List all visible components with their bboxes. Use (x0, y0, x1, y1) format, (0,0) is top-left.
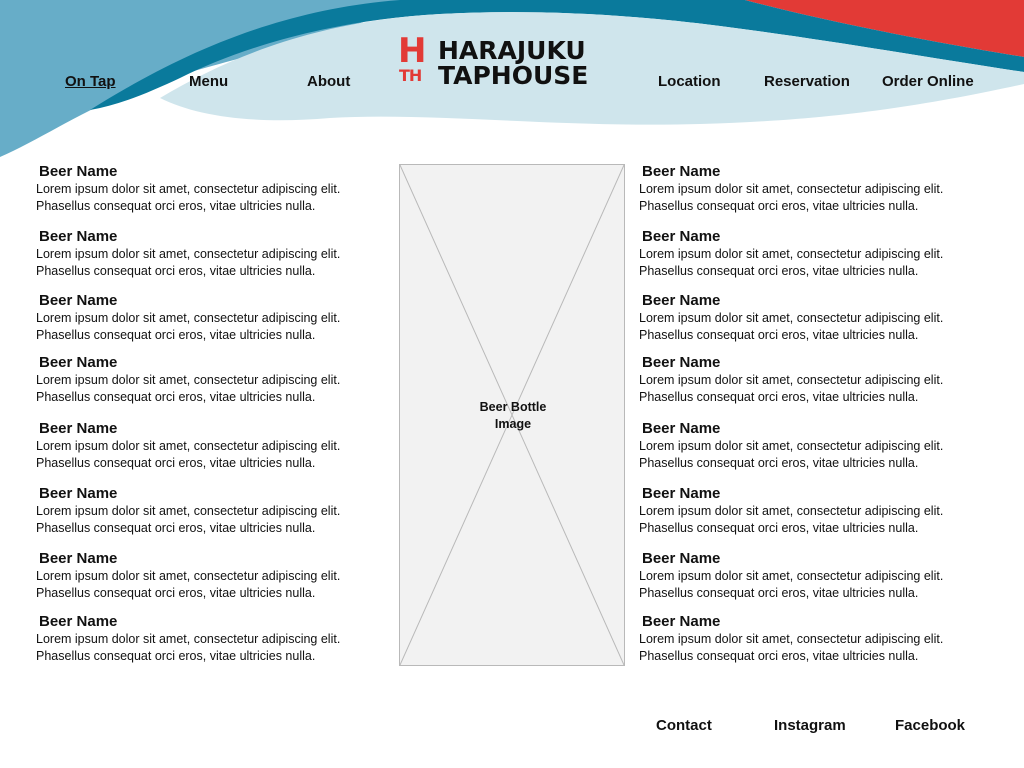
nav-on-tap[interactable]: On Tap (65, 73, 116, 90)
logo-word-taphouse: TAPHOUSE (438, 61, 589, 90)
beer-item (639, 228, 999, 280)
beer-description-line: Lorem ipsum dolor sit amet, consectetur adipiscing elit. (36, 311, 341, 325)
beer-description-line: Lorem ipsum dolor sit amet, consectetur adipiscing elit. (36, 373, 341, 387)
beer-description-line: Lorem ipsum dolor sit amet, consectetur adipiscing elit. (639, 247, 944, 261)
beer-name: Beer Name (642, 163, 721, 180)
beer-description-line: Lorem ipsum dolor sit amet, consectetur adipiscing elit. (639, 373, 944, 387)
beer-name: Beer Name (39, 292, 118, 309)
beer-description-line: Lorem ipsum dolor sit amet, consectetur adipiscing elit. (36, 439, 341, 453)
beer-name: Beer Name (642, 420, 721, 437)
beer-description-line: Lorem ipsum dolor sit amet, consectetur adipiscing elit. (36, 569, 341, 583)
beer-description-line: Phasellus consequat orci eros, vitae ultricies nulla. (639, 390, 919, 404)
nav-order-online[interactable]: Order Online (882, 73, 974, 90)
beer-description-line: Lorem ipsum dolor sit amet, consectetur adipiscing elit. (639, 311, 944, 325)
beer-name: Beer Name (642, 550, 721, 567)
beer-item (639, 292, 999, 344)
beer-item (639, 163, 999, 215)
beer-name: Beer Name (39, 550, 118, 567)
beer-description-line: Phasellus consequat orci eros, vitae ultricies nulla. (639, 521, 919, 535)
logo-mark-th: TH (399, 66, 422, 85)
beer-description-line: Lorem ipsum dolor sit amet, consectetur adipiscing elit. (639, 439, 944, 453)
beer-description-line: Phasellus consequat orci eros, vitae ultricies nulla. (639, 586, 919, 600)
beer-name: Beer Name (39, 485, 118, 502)
beer-name: Beer Name (642, 485, 721, 502)
nav-about[interactable]: About (307, 73, 351, 90)
beer-description-line: Phasellus consequat orci eros, vitae ultricies nulla. (36, 390, 316, 404)
beer-description-line: Lorem ipsum dolor sit amet, consectetur adipiscing elit. (36, 504, 341, 518)
beer-description-line: Lorem ipsum dolor sit amet, consectetur adipiscing elit. (36, 247, 341, 261)
nav-reservation[interactable]: Reservation (764, 73, 850, 90)
beer-description-line: Phasellus consequat orci eros, vitae ultricies nulla. (36, 456, 316, 470)
beer-item (639, 485, 999, 537)
beer-item (36, 354, 396, 406)
beer-description-line: Lorem ipsum dolor sit amet, consectetur adipiscing elit. (639, 569, 944, 583)
beer-item (36, 485, 396, 537)
footer-facebook-link[interactable]: Facebook (895, 717, 966, 734)
beer-item (36, 420, 396, 472)
beer-name: Beer Name (39, 228, 118, 245)
beer-description-line: Phasellus consequat orci eros, vitae ultricies nulla. (36, 264, 316, 278)
beer-description-line: Lorem ipsum dolor sit amet, consectetur adipiscing elit. (639, 504, 944, 518)
beer-name: Beer Name (642, 292, 721, 309)
beer-description-line: Lorem ipsum dolor sit amet, consectetur adipiscing elit. (36, 632, 341, 646)
nav-location[interactable]: Location (658, 73, 721, 90)
footer-contact-link[interactable]: Contact (656, 717, 712, 734)
beer-description-line: Phasellus consequat orci eros, vitae ultricies nulla. (639, 199, 919, 213)
beer-description-line: Lorem ipsum dolor sit amet, consectetur adipiscing elit. (36, 182, 341, 196)
beer-name: Beer Name (39, 613, 118, 630)
logo-mark-h: H (398, 31, 427, 71)
beer-description-line: Phasellus consequat orci eros, vitae ultricies nulla. (36, 199, 316, 213)
beer-description-line: Phasellus consequat orci eros, vitae ultricies nulla. (36, 586, 316, 600)
placeholder-caption (400, 399, 626, 433)
beer-name: Beer Name (39, 163, 118, 180)
beer-description-line: Phasellus consequat orci eros, vitae ultricies nulla. (639, 264, 919, 278)
beer-item (36, 228, 396, 280)
beer-description-line: Lorem ipsum dolor sit amet, consectetur adipiscing elit. (639, 182, 944, 196)
placeholder-caption-line: Image (494, 417, 532, 431)
beer-name: Beer Name (642, 228, 721, 245)
beer-item (639, 550, 999, 602)
beer-item (36, 163, 396, 215)
beer-name: Beer Name (39, 420, 118, 437)
beer-item (639, 420, 999, 472)
beer-name: Beer Name (642, 613, 721, 630)
beer-description-line: Phasellus consequat orci eros, vitae ultricies nulla. (36, 521, 316, 535)
beer-description-line: Phasellus consequat orci eros, vitae ultricies nulla. (36, 328, 316, 342)
beer-description-line: Lorem ipsum dolor sit amet, consectetur adipiscing elit. (639, 632, 944, 646)
footer-instagram-link[interactable]: Instagram (774, 717, 846, 734)
beer-description-line: Phasellus consequat orci eros, vitae ultricies nulla. (639, 328, 919, 342)
logo-word-harajuku: HARAJUKU (438, 36, 586, 65)
beer-name: Beer Name (642, 354, 721, 371)
beer-item (639, 613, 999, 665)
nav-menu[interactable]: Menu (189, 73, 229, 90)
logo-mark (398, 31, 432, 88)
beer-description-line: Phasellus consequat orci eros, vitae ultricies nulla. (639, 649, 919, 663)
beer-item (36, 613, 396, 665)
beer-item (36, 292, 396, 344)
beer-item (36, 550, 396, 602)
beer-bottle-image-placeholder (399, 164, 625, 666)
placeholder-caption-line: Beer Bottle (479, 400, 547, 414)
beer-description-line: Phasellus consequat orci eros, vitae ultricies nulla. (36, 649, 316, 663)
site-logo[interactable] (398, 31, 628, 90)
beer-name: Beer Name (39, 354, 118, 371)
beer-description-line: Phasellus consequat orci eros, vitae ultricies nulla. (639, 456, 919, 470)
beer-item (639, 354, 999, 406)
